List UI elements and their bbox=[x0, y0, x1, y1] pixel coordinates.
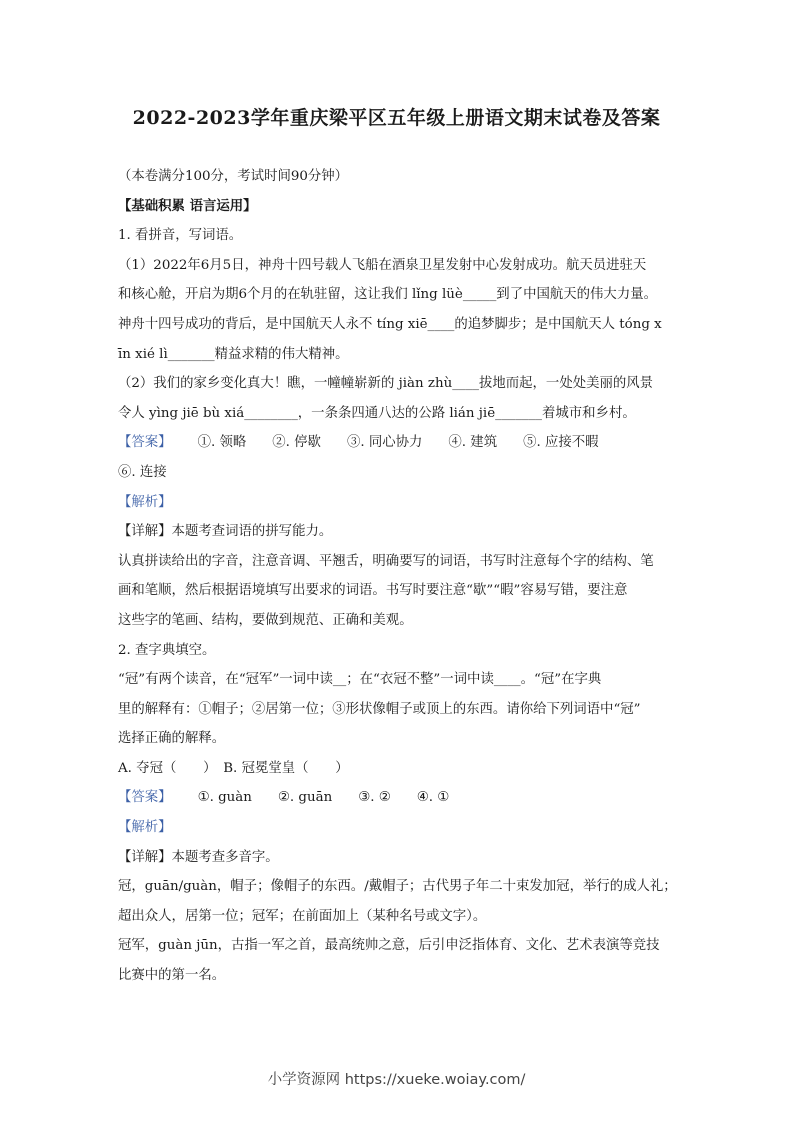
q1-answer-item: ③. 同心协力 bbox=[346, 435, 423, 451]
q2-answer-item: ③. ② bbox=[358, 790, 391, 806]
q1-analysis-label: 【解析】 bbox=[118, 494, 172, 510]
document-body bbox=[118, 162, 678, 991]
q1-explanation-line: 画和笔顺，然后根据语境填写出要求的词语。书写时要注意“歇”“暇”容易写错，要注意 bbox=[118, 583, 628, 599]
q1-part1-line: 神舟十四号成功的背后，是中国航天人永不 tíng xiē____的追梦脚步；是中国航天人 tóng x bbox=[118, 316, 662, 332]
page-title: 2022-2023学年重庆梁平区五年级上册语文期末试卷及答案 bbox=[132, 107, 661, 129]
q2-analysis-label: 【解析】 bbox=[118, 820, 172, 836]
q1-answer-item: ①. 领略 bbox=[197, 435, 247, 451]
q2-question-line: “冠”有两个读音，在“冠军”一词中读__；在“衣冠不整”一词中读____。“冠”在字典 bbox=[118, 672, 602, 688]
footer-watermark: 小学资源网 https://xueke.woiay.com/ bbox=[267, 1072, 526, 1088]
q1-answer-item: ④. 建筑 bbox=[448, 435, 498, 451]
q2-answer-label: 【答案】 bbox=[118, 790, 172, 806]
q2-detail: 【详解】本题考查多音字。 bbox=[118, 849, 279, 865]
q1-answer-row bbox=[118, 428, 678, 458]
q2-question-line: 选择正确的解释。 bbox=[118, 731, 226, 747]
q1-explanation-line: 这些字的笔画、结构，要做到规范、正确和美观。 bbox=[118, 612, 413, 628]
q1-part2-line: 令人 yìng jiē bù xiá________，一条条四通八达的公路 lián jiē_______着城市和乡村。 bbox=[118, 405, 636, 421]
q2-options: A. 夺冠（ ） B. 冠冕堂皇（ ） bbox=[118, 760, 349, 776]
q2-answer-item: ②. guān bbox=[277, 790, 333, 806]
q2-explanation-line: 冠军，guàn jūn，古指一军之首，最高统帅之意，后引申泛指体育、文化、艺术表演等竞技 bbox=[118, 938, 660, 954]
q1-answer-item: ⑤. 应接不暇 bbox=[523, 435, 599, 451]
q1-answer-label: 【答案】 bbox=[118, 435, 172, 451]
q2-explanation-line: 冠，guān/guàn，帽子；像帽子的东西。/戴帽子；古代男子年二十束发加冠，举行的成人礼； bbox=[118, 879, 677, 895]
q1-answer-last: ⑥. 连接 bbox=[118, 464, 167, 480]
q2-heading: 2. 查字典填空。 bbox=[118, 642, 216, 658]
q2-answer-row bbox=[118, 783, 678, 813]
q1-answer-item: ②. 停歇 bbox=[272, 435, 321, 451]
q2-explanation-line: 比赛中的第一名。 bbox=[118, 968, 226, 984]
q1-part1-line: （1）2022年6月5日，神舟十四号载人飞船在酒泉卫星发射中心发射成功。航天员进驻天 bbox=[118, 257, 647, 273]
q1-detail: 【详解】本题考查词语的拼写能力。 bbox=[118, 524, 333, 540]
q2-answer-item: ①. guàn bbox=[197, 790, 252, 806]
q1-part2-line: （2）我们的家乡变化真大！瞧，一幢幢崭新的 jiàn zhù____拔地而起，一处处美丽的风景 bbox=[118, 376, 654, 392]
q1-part1-line: 和核心舱，开启为期6个月的在轨驻留，这让我们 lǐng lüè_____到了中国航天的伟大力量。 bbox=[118, 287, 657, 303]
section-heading: 【基础积累 语言运用】 bbox=[118, 197, 257, 214]
exam-info: （本卷满分100分，考试时间90分钟） bbox=[118, 169, 349, 184]
q2-answer-item: ④. ① bbox=[416, 790, 450, 806]
q1-explanation-line: 认真拼读给出的字音，注意音调、平翘舌，明确要写的词语，书写时注意每个字的结构、笔 bbox=[118, 553, 654, 569]
q1-heading: 1. 看拼音，写词语。 bbox=[118, 228, 243, 244]
q2-question-line: 里的解释有：①帽子；②居第一位；③形状像帽子或顶上的东西。请你给下列词语中“冠” bbox=[118, 701, 641, 717]
q1-part1-line: īn xié lì_______精益求精的伟大精神。 bbox=[118, 346, 349, 362]
q2-explanation-line: 超出众人，居第一位；冠军；在前面加上（某种名号或文字）。 bbox=[118, 908, 487, 924]
